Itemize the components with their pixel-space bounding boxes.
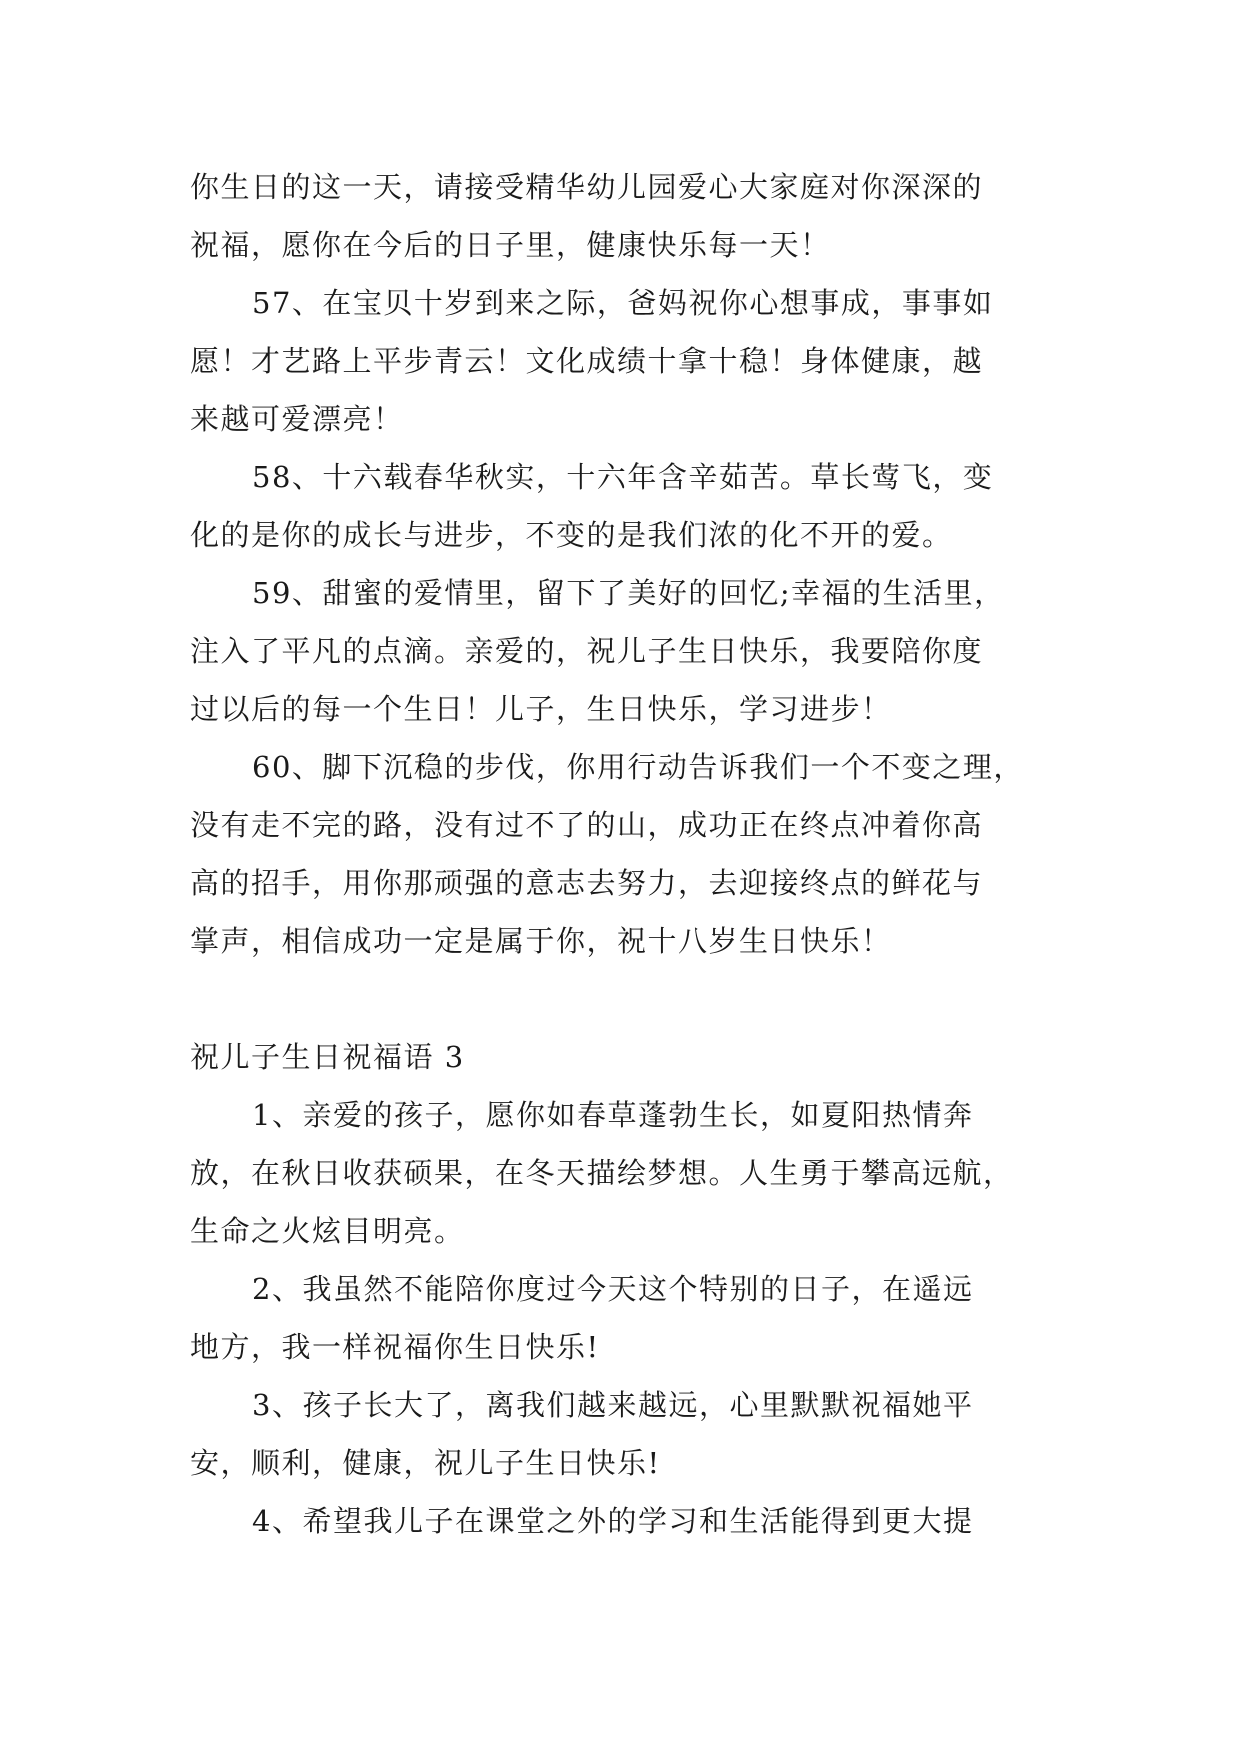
text-line: 58、十六载春华秋实，十六年含辛茹苦。草长莺飞，变	[252, 460, 994, 494]
text-line: 生命之火炫目明亮。	[190, 1214, 465, 1248]
text-line: 你生日的这一天，请接受精华幼儿园爱心大家庭对你深深的	[190, 170, 984, 204]
text-line: 愿！才艺路上平步青云！文化成绩十拿十稳！身体健康，越	[190, 344, 984, 378]
text-line: 4、希望我儿子在课堂之外的学习和生活能得到更大提	[252, 1504, 974, 1538]
text-line: 57、在宝贝十岁到来之际，爸妈祝你心想事成，事事如	[252, 286, 994, 320]
paragraph-item-57	[190, 274, 1050, 448]
section-spacer	[190, 970, 1050, 1028]
text-line: 59、甜蜜的爱情里，留下了美好的回忆;幸福的生活里，	[252, 576, 1005, 610]
text-line: 来越可爱漂亮！	[190, 402, 404, 436]
text-line: 1、亲爱的孩子，愿你如春草蓬勃生长，如夏阳热情奔	[252, 1098, 974, 1132]
text-line: 注入了平凡的点滴。亲爱的，祝儿子生日快乐，我要陪你度	[190, 634, 984, 668]
paragraph-continued	[190, 158, 1050, 274]
text-line: 2、我虽然不能陪你度过今天这个特别的日子，在遥远	[252, 1272, 974, 1306]
text-line: 安，顺利，健康，祝儿子生日快乐!	[190, 1446, 661, 1480]
paragraph-item-1	[190, 1086, 1050, 1260]
document-body	[190, 158, 1050, 1550]
paragraph-item-59	[190, 564, 1050, 738]
text-line: 祝福，愿你在今后的日子里，健康快乐每一天！	[190, 228, 831, 262]
paragraph-item-60	[190, 738, 1050, 970]
text-line: 高的招手，用你那顽强的意志去努力，去迎接终点的鲜花与	[190, 866, 984, 900]
text-line: 地方，我一样祝福你生日快乐!	[190, 1330, 600, 1364]
text-line: 60、脚下沉稳的步伐，你用行动告诉我们一个不变之理，	[252, 750, 1024, 784]
paragraph-item-2	[190, 1260, 1050, 1376]
text-line: 掌声，相信成功一定是属于你，祝十八岁生日快乐！	[190, 924, 892, 958]
text-line: 没有走不完的路，没有过不了的山，成功正在终点冲着你高	[190, 808, 984, 842]
paragraph-item-4	[190, 1492, 1050, 1550]
text-line: 3、孩子长大了，离我们越来越远，心里默默祝福她平	[252, 1388, 974, 1422]
paragraph-item-58	[190, 448, 1050, 564]
text-line: 过以后的每一个生日！儿子，生日快乐，学习进步！	[190, 692, 892, 726]
paragraph-item-3	[190, 1376, 1050, 1492]
section-heading: 祝儿子生日祝福语 3	[190, 1040, 465, 1074]
text-line: 化的是你的成长与进步，不变的是我们浓的化不开的爱。	[190, 518, 953, 552]
text-line: 放，在秋日收获硕果，在冬天描绘梦想。人生勇于攀高远航，	[190, 1156, 1014, 1190]
